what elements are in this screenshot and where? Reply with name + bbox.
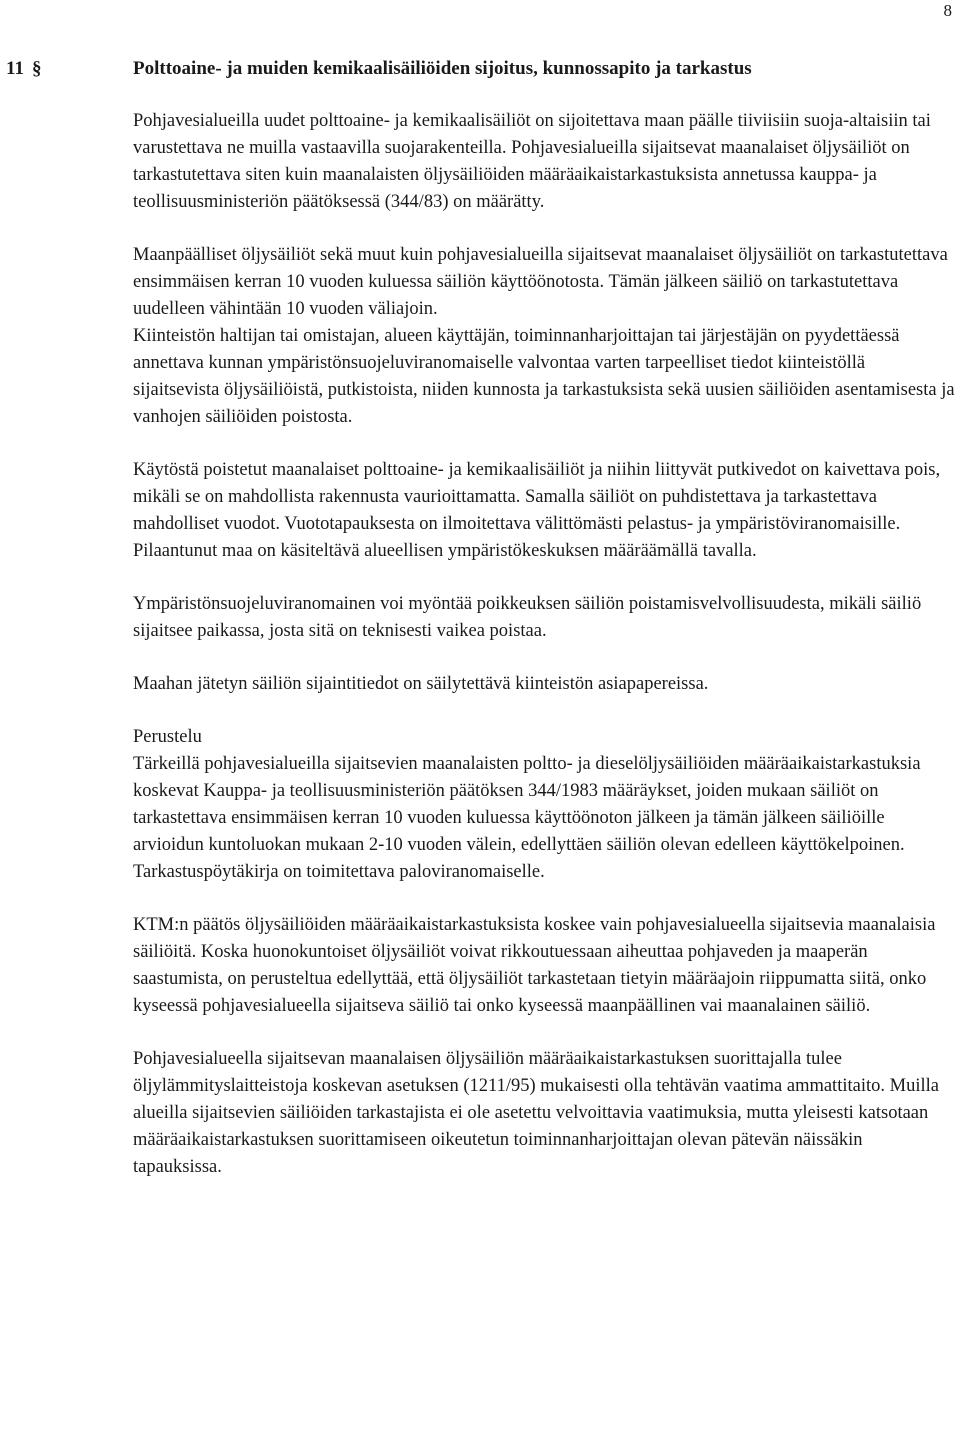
- paragraph: [133, 323, 955, 431]
- paragraph: [133, 242, 955, 323]
- paragraph: [133, 108, 955, 216]
- paragraph: [133, 457, 955, 565]
- document-body: [133, 108, 955, 1181]
- sentence: Pohjavesialueella sijaitsevan maanalaisen öljysäiliön määräaikaistarkastuksen suorittajalla tulee öljylämmityslaitteistoja koskevan asetuksen (1211/95) mukaisesti olla tehtävän vaatima ammattitaito.: [133, 1049, 885, 1096]
- sentence: Muilla alueilla sijaitsevien säiliöiden tarkastajista ei ole asetettu velvoittavia vaatimuksia, mutta yleisesti katsotaan määräaikaistarkastuksen suorittamiseen oikeutetun toiminnanharjoittajan olevan pätevän näissäkin tapauksissa.: [133, 1076, 939, 1177]
- paragraph: [133, 671, 955, 698]
- section-title: Polttoaine- ja muiden kemikaalisäiliöiden sijoitus, kunnossapito ja tarkastus: [133, 58, 752, 79]
- sentence: Ympäristönsuojeluviranomainen voi myöntää poikkeuksen säiliön poistamisvelvollisuudesta, mikäli säiliö sijaitsee paikassa, josta sitä on teknisesti vaikea poistaa.: [133, 594, 922, 641]
- sentence: Kiinteistön haltijan tai omistajan, alueen käyttäjän, toiminnanharjoittajan tai järjestäjän on pyydettäessä annettava kunnan ympäristönsuojeluviranomaiselle valvontaa varten tarpeelliset tiedot kiinteistöllä sijaitsevista öljysäiliöistä, putkistoista, niiden kunnosta ja tarkastuksista sekä uusien säiliöiden asentamisesta ja vanhojen säiliöiden poistosta.: [133, 326, 955, 427]
- sentence: Käytöstä poistetut maanalaiset polttoaine- ja kemikaalisäiliöt ja niihin liittyvät putkivedot on kaivettava pois, mikäli se on mahdollista rakennusta vaurioittamatta.: [133, 460, 941, 507]
- sentence: Pohjavesialueilla sijaitsevat maanalaiset öljysäiliöt on tarkastutettava siten kuin maanalaisten öljysäiliöiden määräaikaistarkastuksista annetussa kauppa- ja teollisuusministeriön päätöksessä (344/83) on määrätty.: [133, 138, 910, 212]
- sentence: Pohjavesialueilla uudet polttoaine- ja kemikaalisäiliöt on sijoitettava maan päälle tiiviisiin suoja-altaisiin tai varustettava ne muilla vastaavilla suojarakenteilla.: [133, 111, 931, 158]
- paragraph: [133, 912, 955, 1020]
- paragraph: [133, 1046, 955, 1181]
- sentence: Tämän jälkeen säiliö on tarkastutettava uudelleen vähintään 10 vuoden väliajoin.: [133, 272, 899, 319]
- sentence: KTM:n päätös öljysäiliöiden määräaikaistarkastuksista koskee vain pohjavesialueella sijaitsevia maanalaisia säiliöitä.: [133, 915, 936, 962]
- sentence: Tärkeillä pohjavesialueilla sijaitsevien maanalaisten poltto- ja dieselöljysäiliöiden määräaikaistarkastuksia koskevat Kauppa- ja teollisuusministeriön päätöksen 344/1983 määräykset, joiden mukaan säiliöt on tarkastettava ensimmäisen kerran 10 vuoden kuluessa käyttöönoton jälkeen ja tämän jälkeen säiliöille arvioidun kuntoluokan mukaan 2-10 vuoden välein, edellyttäen säiliön olevan edelleen käyttökelpoinen.: [133, 754, 921, 855]
- sentence: Tarkastuspöytäkirja on toimitettava paloviranomaiselle.: [133, 862, 545, 882]
- sentence: Pilaantunut maa on käsiteltävä alueellisen ympäristökeskuksen määräämällä tavalla.: [133, 541, 757, 561]
- sentence: Vuototapauksesta on ilmoitettava välittömästi pelastus- ja ympäristöviranomaisille.: [284, 514, 901, 534]
- sentence: Maanpäälliset öljysäiliöt sekä muut kuin pohjavesialueilla sijaitsevat maanalaiset öljysäiliöt on tarkastutettava ensimmäisen kerran 10 vuoden kuluessa säiliön käyttöönotosta.: [133, 245, 948, 292]
- paragraph: [133, 751, 955, 886]
- page-number: 8: [943, 1, 952, 20]
- section-number: 11: [6, 58, 24, 79]
- perustelu-heading: Perustelu: [133, 727, 202, 747]
- sentence: Samalla säiliöt on puhdistettava ja tarkastettava mahdolliset vuodot.: [133, 487, 877, 534]
- sentence: Maahan jätetyn säiliön sijaintitiedot on säilytettävä kiinteistön asiapapereissa.: [133, 674, 709, 694]
- section-symbol: §: [32, 58, 42, 79]
- sentence: Koska huonokuntoiset öljysäiliöt voivat rikkoutuessaan aiheuttaa pohjaveden ja maaperän saastumista, on perusteltua edellyttää, että öljysäiliöt tarkastetaan tietyin määräajoin riippumatta siitä, onko kyseessä pohjavesialueella sijaitseva säiliö tai onko kyseessä maanpäällinen vai maanalainen säiliö.: [133, 942, 927, 1016]
- paragraph: [133, 591, 955, 645]
